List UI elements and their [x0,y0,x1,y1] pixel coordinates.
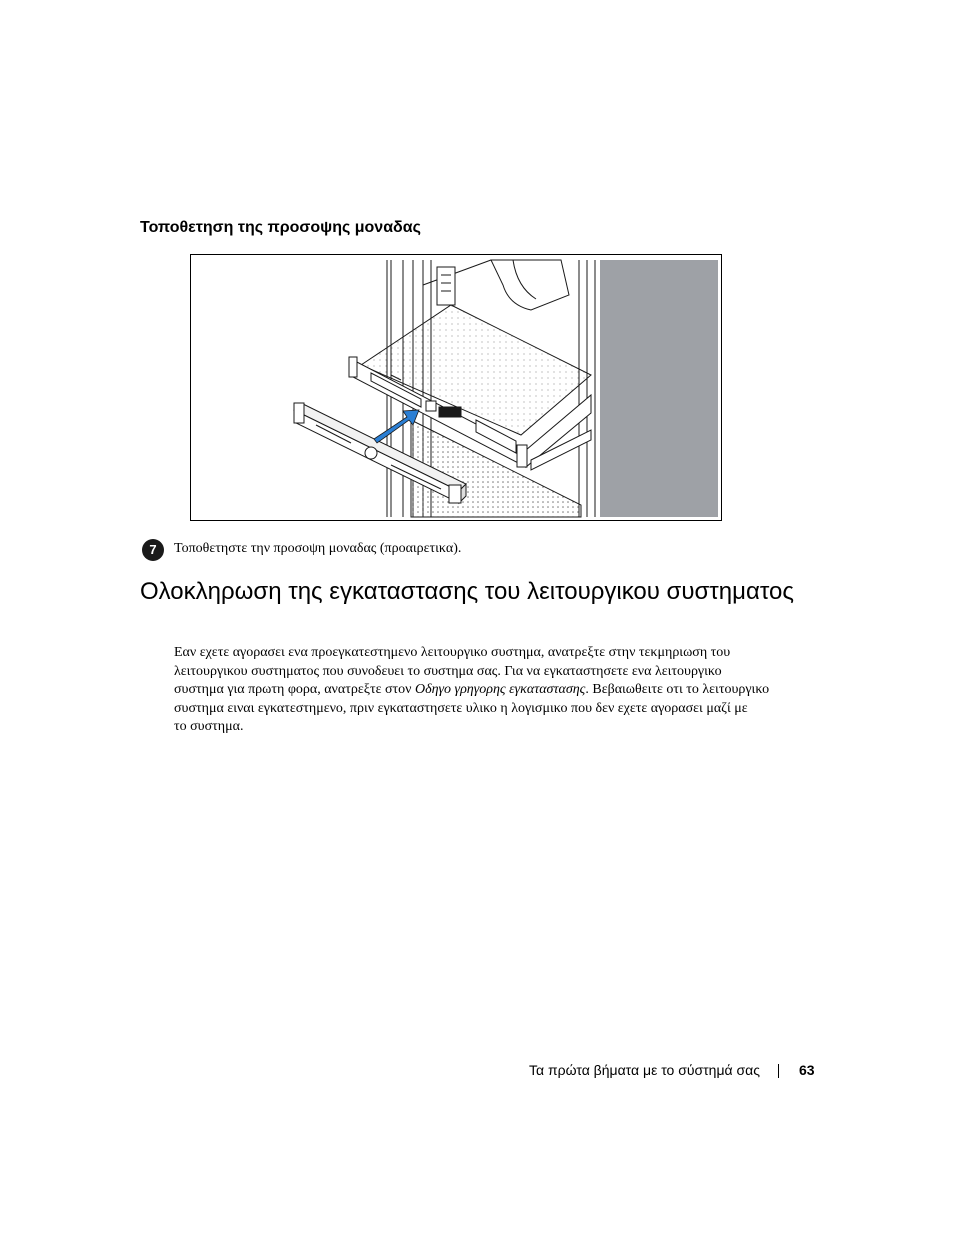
body-paragraph [174,644,824,737]
paragraph-line-5: το συστημα. [174,719,244,735]
footer-title: Τα πρώτα βήματα με το σύστημά σας [529,1062,760,1078]
paragraph-line-3-start: συστημα για πρωτη φορα, ανατρεξτε στον [174,682,415,698]
paragraph-line-3 [174,681,824,700]
paragraph-line-1: Εαν εχετε αγορασει ενα προεγκατεστημενο λειτουργικο συστημα, ανατρεξτε στην τεκμηριωση του [174,645,731,660]
monitor-shape [437,260,569,310]
quick-install-guide-title: Οδηγο γρηγορης εγκαταστασης [414,682,586,698]
figure-illustration [191,255,721,520]
footer-separator [778,1064,779,1078]
section-heading: Τοποθετηση της προσοψης μοναδας [140,219,421,236]
page-number: 63 [799,1062,815,1078]
paragraph-line-3-end: . Βεβαιωθειτε οτι το λειτουργικο [585,682,770,698]
step-number-badge: 7 [142,539,164,561]
paragraph-line-2: λειτουργικου συστηματος που συνοδευει το συστημα σας. Για να εγκαταστησετε ενα λειτουργικο [174,663,722,679]
paragraph-line-4: συστημα ειναι εγκατεστημενο, πριν εγκαταστησετε υλικο η λογισμικο που δεν εχετε αγορασει μαζί με [174,700,748,716]
bezel-installation-figure [190,254,722,521]
main-heading: Ολοκληρωση της εγκαταστασης του λειτουργικου συστηματος [140,578,794,605]
page-footer [0,1061,954,1081]
step-instruction: Τοποθετηστε την προσοψη μοναδας (προαιρετικα). [174,541,462,556]
rack-side-panel [600,260,718,517]
